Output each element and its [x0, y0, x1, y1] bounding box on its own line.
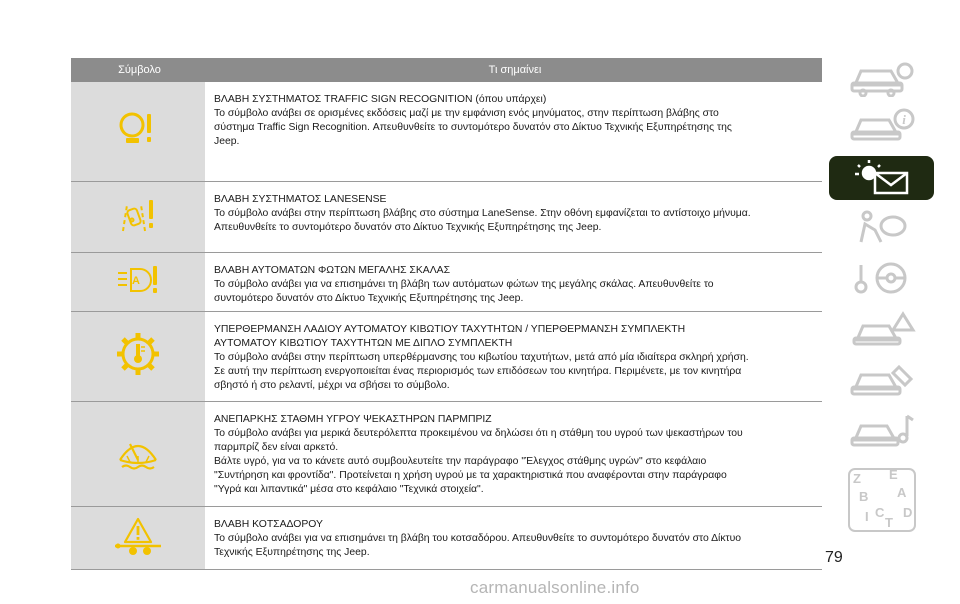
warning-text-line: σβηστό ή στο ρελαντί, μέχρι να σβήσει το σύμβολο. [214, 380, 450, 391]
warning-text-line: Σε αυτή την περίπτωση ενεργοποιείται ένας περιορισμός των επιδόσεων του κινητήρα. Περιμένετε, με τον κινητήρα [214, 366, 742, 377]
warning-light-message-icon [847, 157, 917, 200]
symbol-cell [71, 402, 208, 506]
warning-text-line: Το σύμβολο ανάβει για να επισημάνει τη βλάβη του κοτσαδόρου. Απευθυνθείτε το συντομότερο δυνατόν στο Δίκτυο [214, 533, 742, 544]
chapter-tab-dashboard[interactable] [829, 58, 934, 102]
warning-text-line: "Υγρά και λιπαντικά" μέσα στο κεφάλαιο "Τεχνικά στοιχεία". [214, 484, 484, 495]
car-dashboard-icon [847, 59, 917, 102]
page-number: 79 [825, 549, 843, 566]
warning-text-line: Το σύμβολο ανάβει σε ορισμένες εκδόσεις μαζί με την εμφάνιση ενός μηνύματος, στην περίπτωση βλάβης στο [214, 108, 719, 119]
symbol-cell [71, 82, 208, 181]
warning-text-line: Το σύμβολο ανάβει στην περίπτωση υπερθέρμανσης του κιβωτίου ταχυτήτων, μετά από μία ιδιαίτερα σκληρή χρήση. [214, 352, 749, 363]
meaning-cell [208, 182, 822, 252]
index-letter: B [858, 488, 868, 504]
table-row [71, 182, 822, 253]
index-letter: Z [852, 470, 861, 486]
warning-text-line: Βάλτε υγρό, για να το κάνετε αυτό συμβουλευτείτε την παράγραφο "Έλεγχος στάθμης υγρών" στο κεφάλαιο [214, 456, 707, 467]
symbol-cell [71, 507, 208, 569]
warning-title: ΒΛΑΒΗ ΑΥΤΟΜΑΤΩΝ ΦΩΤΩΝ ΜΕΓΑΛΗΣ ΣΚΑΛΑΣ [214, 265, 451, 276]
chapter-tab-info[interactable] [829, 105, 934, 149]
index-letters-icon [845, 465, 919, 540]
svg-text:A: A [132, 274, 140, 287]
maintenance-car-icon [847, 361, 917, 404]
meaning-cell [208, 312, 822, 401]
table-row [71, 82, 822, 182]
chapter-tab-emergency[interactable] [829, 309, 934, 353]
index-letter: C [874, 504, 884, 520]
index-letter: D [902, 504, 912, 520]
chapter-tab-starting-driving[interactable] [829, 258, 934, 302]
trailer-hitch-fault-icon [113, 516, 163, 561]
gearbox-overheat-icon [114, 330, 162, 383]
meaning-cell [208, 402, 822, 506]
lanesense-warning-icon [118, 195, 158, 240]
starting-driving-icon [847, 259, 917, 302]
table-row [71, 253, 822, 312]
warning-text-line: Απευθυνθείτε το συντομότερο δυνατόν στο Δίκτυο Τεχνικής Εξυπηρέτησης της Jeep. [214, 222, 602, 233]
emergency-car-icon [847, 310, 917, 353]
header-symbol: Σύμβολο [118, 64, 161, 76]
table-header [71, 58, 822, 82]
warning-text-line: ΑΥΤΟΜΑΤΟΥ ΚΙΒΩΤΙΟΥ ΤΑΧΥΤΗΤΩΝ ΜΕ ΔΙΠΛΟ ΣΥΜΠΛΕΚΤΗ [214, 338, 513, 349]
warning-text-line: συντομότερο δυνατόν στο Δίκτυο Τεχνικής Εξυπηρέτησης της Jeep. [214, 293, 524, 304]
chapter-tab-warning-lights[interactable] [829, 156, 934, 200]
warning-text-line: παρμπρίζ δεν είναι αρκετό. [214, 442, 339, 453]
meaning-cell [208, 507, 822, 569]
warning-text-line: σύστημα Traffic Sign Recognition. Απευθυνθείτε το συντομότερο δυνατόν στο Δίκτυο Τεχνικής Εξυπηρέτησης της [214, 122, 732, 133]
warning-text-line: Το σύμβολο ανάβει στην περίπτωση βλάβης στο σύστημα LaneSense. Στην οθόνη εμφανίζεται το αντίστοιχο μήνυμα. [214, 208, 751, 219]
chapter-tab-safety[interactable] [829, 207, 934, 251]
chapter-tab-multimedia[interactable] [829, 411, 934, 455]
meaning-cell [208, 253, 822, 311]
table-row [71, 312, 822, 402]
index-letter: T [884, 514, 893, 530]
header-meaning: Τι σημαίνει [488, 64, 542, 76]
symbol-cell [71, 312, 208, 401]
meaning-cell [208, 82, 822, 181]
table-row [71, 507, 822, 570]
warning-title: ΥΠΕΡΘΕΡΜΑΝΣΗ ΛΑΔΙΟΥ ΑΥΤΟΜΑΤΟΥ ΚΙΒΩΤΙΟΥ ΤΑΧΥΤΗΤΩΝ / ΥΠΕΡΘΕΡΜΑΝΣΗ ΣΥΜΠΛΕΚΤΗ [214, 324, 686, 335]
washer-fluid-low-icon [116, 434, 160, 475]
warning-title: ΒΛΑΒΗ ΣΥΣΤΗΜΑΤΟΣ TRAFFIC SIGN RECOGNITION (όπου υπάρχει) [214, 94, 547, 105]
index-letter: I [864, 508, 869, 524]
warning-text-line: Τεχνικής Εξυπηρέτησης της Jeep. [214, 547, 370, 558]
symbol-cell [71, 253, 208, 311]
traffic-sign-warning-icon [118, 109, 158, 154]
warning-title: ΒΛΑΒΗ ΣΥΣΤΗΜΑΤΟΣ LANESENSE [214, 194, 387, 205]
warning-text-line: Το σύμβολο ανάβει για μερικά δευτερόλεπτα προκειμένου να δηλώσει ότι η στάθμη του υγρού των ψεκαστήρων του [214, 428, 743, 439]
warning-title: ΑΝΕΠΑΡΚΗΣ ΣΤΑΘΜΗ ΥΓΡΟΥ ΨΕΚΑΣΤΗΡΩΝ ΠΑΡΜΠΡΙΖ [214, 414, 492, 425]
safety-airbag-icon [847, 208, 917, 251]
watermark: carmanualsonline.info [470, 578, 640, 597]
svg-text:i: i [901, 111, 906, 127]
warning-lights-table [71, 58, 822, 570]
auto-high-beam-warning-icon [116, 263, 160, 302]
warning-text-line: Jeep. [214, 136, 240, 147]
car-info-icon [847, 106, 917, 149]
warning-text-line: "Συντήρηση και φροντίδα". Προτείνεται η χρήση υγρού με τα χαρακτηριστικά που αναφέρονται στην παράγραφο [214, 470, 727, 481]
index-letter: A [896, 484, 906, 500]
warning-text-line: Το σύμβολο ανάβει για να επισημάνει τη βλάβη των αυτόματων φώτων της μεγάλης σκάλας. Απευθυνθείτε το [214, 279, 714, 290]
symbol-cell [71, 182, 208, 252]
warning-title: ΒΛΑΒΗ ΚΟΤΣΑΔΟΡΟΥ [214, 519, 323, 530]
table-row [71, 402, 822, 507]
multimedia-note-icon [847, 412, 917, 455]
chapter-tab-maintenance[interactable] [829, 360, 934, 404]
chapter-tab-index[interactable] [829, 462, 934, 542]
index-letter: E [888, 466, 898, 482]
